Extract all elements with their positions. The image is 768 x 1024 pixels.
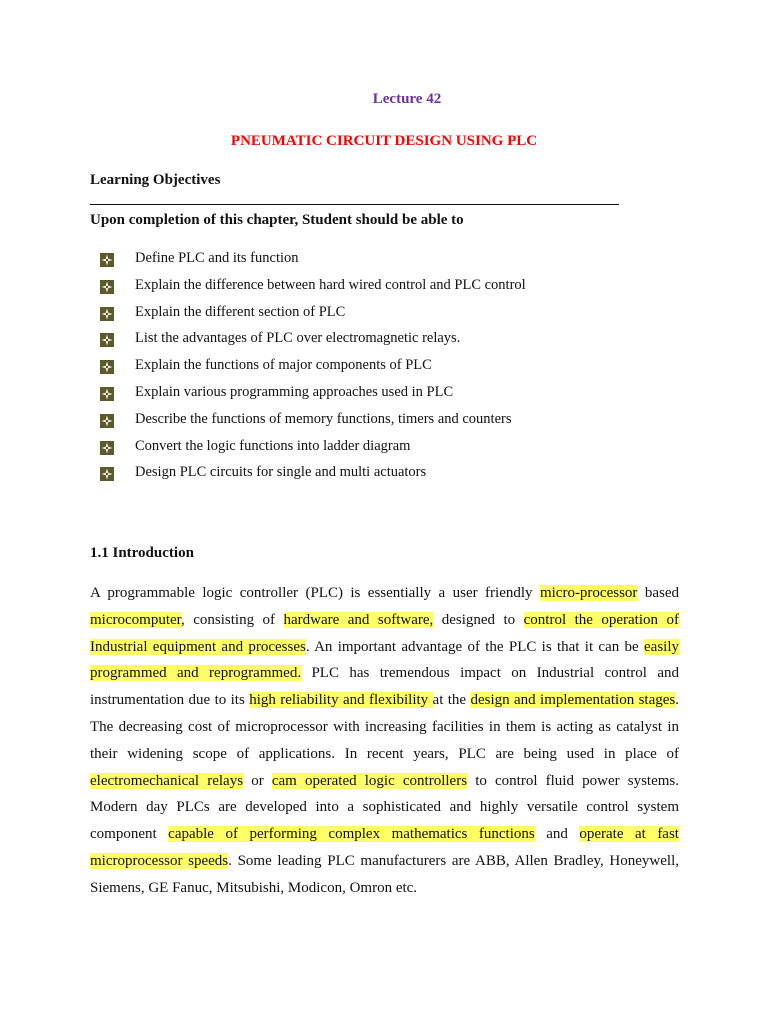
objective-text: Convert the logic functions into ladder diagram [135, 437, 411, 454]
highlighted-text: capable of performing complex mathematics functions [168, 826, 535, 843]
objective-text: Describe the functions of memory functions, timers and counters [135, 410, 512, 427]
sparkle-square-icon [100, 307, 114, 321]
highlighted-text: high reliability and flexibility [249, 692, 433, 709]
paragraph-text: . The decreasing cost of microprocessor with increasing facilities in them is acting as catalyst in their widening scope of applications. In recent years, PLC are being used in place of [90, 692, 679, 762]
objectives-intro: Upon completion of this chapter, Student should be able to [90, 212, 464, 228]
lecture-number: Lecture 42 [372, 91, 442, 107]
highlighted-text: micro-processor [539, 585, 638, 601]
introduction-heading: 1.1 Introduction [90, 545, 194, 561]
highlighted-text: control the operation of Industrial equipment and processes [90, 611, 679, 655]
objective-text: Explain the difference between hard wired control and PLC control [135, 276, 526, 293]
list-item [100, 357, 526, 384]
objective-text: Explain the functions of major components of PLC [135, 357, 432, 374]
highlighted-text: design and implementation stages [470, 692, 676, 709]
divider-line [90, 204, 619, 205]
list-item [100, 438, 526, 465]
paragraph-text: . Some leading PLC manufacturers are ABB, Allen Bradley, Honeywell, Siemens, GE Fanuc, Mitsubishi, Modicon, Omron etc. [90, 852, 679, 896]
objective-text: Define PLC and its function [135, 250, 299, 266]
list-item [100, 277, 526, 304]
list-item [100, 411, 526, 438]
highlighted-text: operate at fast microprocessor speeds [90, 826, 679, 869]
objective-text: List the advantages of PLC over electromagnetic relays. [135, 330, 461, 347]
learning-objectives-heading: Learning Objectives [90, 172, 221, 188]
objective-text: Explain the different section of PLC [135, 303, 346, 320]
paragraph-text: A programmable logic controller (PLC) is essentially a user friendly [90, 585, 540, 601]
objectives-list [100, 250, 526, 491]
sparkle-square-icon [100, 467, 114, 481]
highlighted-text: microcomputer [90, 611, 182, 628]
sparkle-square-icon [100, 333, 114, 347]
paragraph-text: to control fluid power systems. Modern day PLCs are developed into a sophisticated and highly versatile control system component [90, 772, 679, 843]
paragraph-text: or [243, 772, 272, 789]
list-item [100, 250, 526, 277]
list-item [100, 464, 526, 491]
sparkle-square-icon [100, 253, 114, 267]
introduction-paragraph [90, 580, 679, 902]
document-title: PNEUMATIC CIRCUIT DESIGN USING PLC [230, 133, 538, 149]
sparkle-square-icon [100, 387, 114, 401]
highlighted-text: hardware and software, [283, 611, 434, 628]
highlighted-text: cam operated logic controllers [271, 772, 468, 789]
highlighted-text: electromechanical relays [90, 772, 244, 789]
sparkle-square-icon [100, 441, 114, 455]
sparkle-square-icon [100, 414, 114, 428]
paragraph-text: , consisting of [181, 611, 284, 628]
paragraph-text: and [534, 826, 580, 843]
list-item [100, 330, 526, 357]
sparkle-square-icon [100, 360, 114, 374]
paragraph-text: . An important advantage of the PLC is that it can be [305, 638, 644, 655]
highlighted-text: easily programmed and reprogrammed. [90, 638, 679, 682]
paragraph-text: PLC has tremendous impact on Industrial control and instrumentation due to its [90, 665, 679, 709]
list-item [100, 304, 526, 331]
paragraph-text: at the [432, 692, 471, 709]
objective-text: Explain various programming approaches used in PLC [135, 383, 454, 400]
paragraph-text: designed to [433, 611, 524, 628]
list-item [100, 384, 526, 411]
paragraph-text: based [637, 585, 679, 601]
sparkle-square-icon [100, 280, 114, 294]
objective-text: Design PLC circuits for single and multi actuators [135, 464, 427, 481]
